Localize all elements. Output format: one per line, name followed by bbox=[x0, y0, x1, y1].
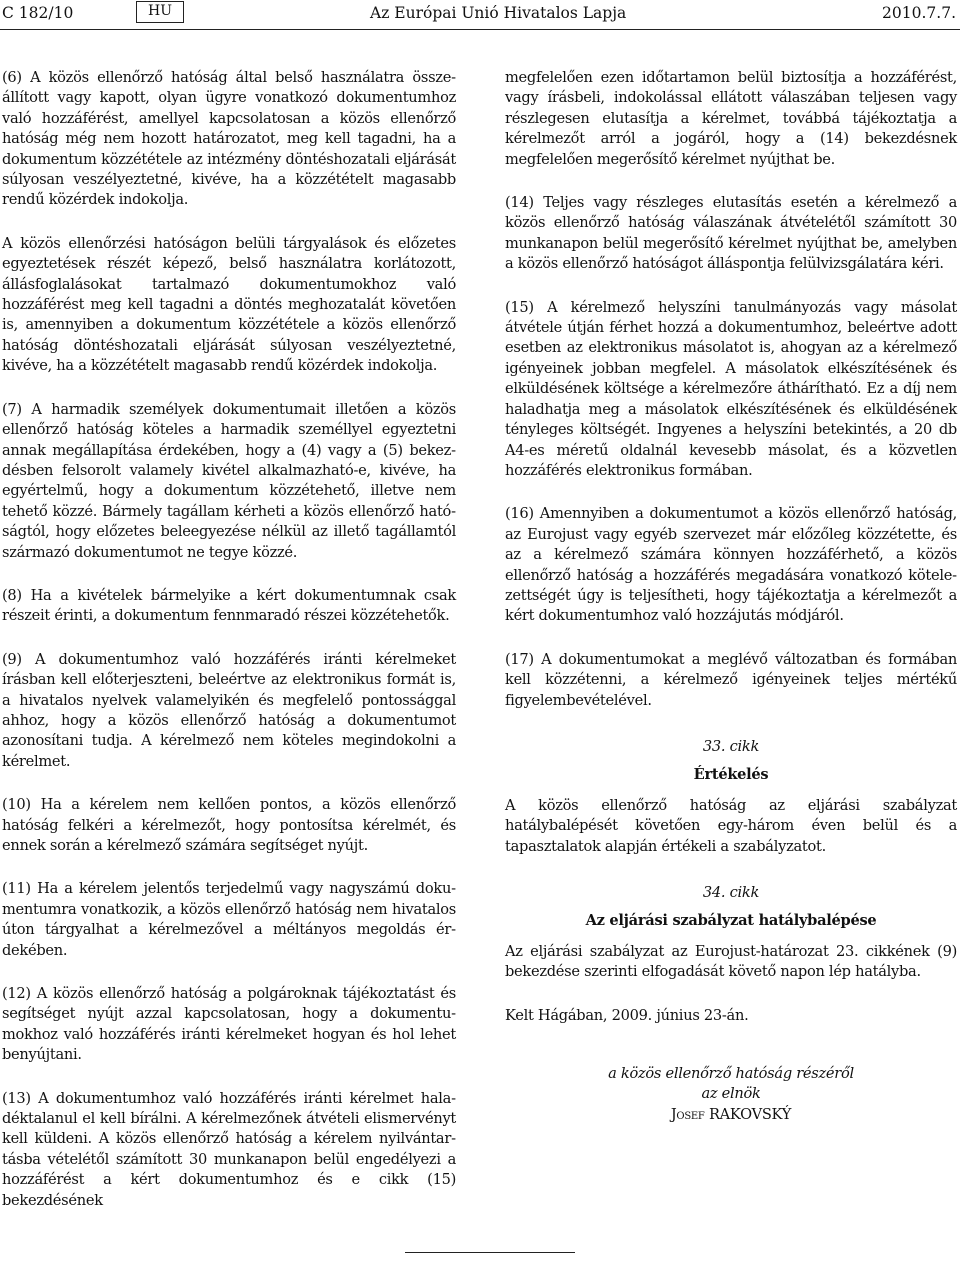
paragraph-14: (14) Teljes vagy részleges elutasítás esetén a kérelmező a közös ellenőrző hatóság válaszának átvételétől számított 30 munkanapon belül megerősítő kérelmet nyújthat be, amelyben a közös ellenőrző hatóságot álláspontja felülvizsgálatára kéri. bbox=[505, 194, 957, 273]
paragraph-17: (17) A dokumentumokat a meglévő változatban és formában kell közzétenni, a kérelmező igényeinek teljes mértékű figyelembevételével. bbox=[505, 650, 957, 709]
left-column bbox=[2, 68, 456, 1211]
page-header bbox=[0, 0, 960, 30]
journal-title: Az Európai Unió Hivatalos Lapja bbox=[370, 4, 627, 22]
signatory-name: Josef RAKOVSKÝ bbox=[670, 1105, 792, 1123]
signature-block bbox=[505, 1064, 957, 1125]
paragraph-15: (15) A kérelmező helyszíni tanulmányozás vagy másolat átvétele útján férhet hozzá a dokumentumhoz, beleértve adott esetben az elektronikus másolatot is, ahogyan az a kérelmező igényeinek jobban megfelel. A másolatok elkészítésének és elküldésének költsége a kérelmezőre áthárítható. Ez a díj nem haladhatja meg a másolatok elkészítésének és elküldésének tényleges költségét. Ingyenes a helyszíni betekintés, a 20 db A4-es méretű oldalnál kevesebb másolat, és a közvetlen hozzáférés elektronikus formában. bbox=[505, 298, 957, 479]
paragraph-13-cont: megfelelően ezen időtartamon belül biztosítja a hozzáférést, vagy írásbeli, indokolással ellátott válaszában teljesen vagy részlegesen elutasítja a kérelmet, továbbá tájékoztatja a kérelmezőt arról a jogáról, hogy a (14) bekezdésnek megfelelően megerősítő kérelmet nyújthat be. bbox=[505, 69, 957, 168]
footer-rule bbox=[405, 1252, 575, 1253]
right-column bbox=[505, 68, 957, 1125]
paragraph-7: (7) A harmadik személyek dokumentumait illetően a közös ellenőrző hatóság köteles a harmadik személlyel egyeztetni annak megállapítása érdekében, hogy a (4) vagy a (5) bekezdésben felsorolt valamely kivétel alkalmazható-e, kivéve, ha egyértelmű, hogy a dokumentum közzétehető, illetve nem tehető közzé. Bármely tagállam kérheti a közös ellenőrző hatóságtól, hogy előzetes beleegyezése nélkül az illető tagállamtól származó dokumentumot ne tegye közzé. bbox=[2, 400, 456, 561]
signatory-role: az elnök bbox=[701, 1085, 761, 1103]
article-33-text: A közös ellenőrző hatóság az eljárási szabályzat hatálybalépését követően egy-három éven belül és a tapasztalatok alapján értékeli a szabályzatot. bbox=[505, 796, 957, 855]
paragraph-10: (10) Ha a kérelem nem kellően pontos, a közös ellenőrző hatóság felkéri a kérelmezőt, hogy pontosítsa kérelmét, és ennek során a kérelmező számára segítséget nyújt. bbox=[2, 796, 456, 854]
paragraph-16: (16) Amennyiben a dokumentumot a közös ellenőrző hatóság, az Eurojust vagy egyéb szervezet már előzőleg közzétette, és az a kérelmező számára könnyen hozzáférhető, a közös ellenőrző hatóság a hozzáférés megadására vonatkozó kötelezettségét úgy is teljesítheti, hogy tájékoztatja a kérelmezőt a kért dokumentumhoz való hozzájutás módjáról. bbox=[505, 505, 957, 625]
paragraph-13: (13) A dokumentumhoz való hozzáférés iránti kérelmet haladéktalanul el kell bírálni. A kérelmezőnek átvételi elismervényt kell küldeni. A közös ellenőrző hatóság a kérelem nyilvántartásba vételétől számított 30 munkanapon belül engedélyezi a hozzáférést a kért dokumentumhoz és e cikk (15) bekezdésének bbox=[2, 1089, 456, 1209]
paragraph-11: (11) Ha a kérelem jelentős terjedelmű vagy nagyszámú dokumentumra vonatkozik, a közös ellenőrző hatóság nem hivatalos úton tárgyalhat a kérelmezővel a méltányos megoldás érdekében. bbox=[2, 880, 456, 959]
paragraph-9: (9) A dokumentumhoz való hozzáférés iránti kérelmeket írásban kell előterjeszteni, beleértve az elektronikus formát is, a hivatalos nyelvek valamelyikén és megfelelő pontossággal ahhoz, hogy a közös ellenőrző hatóság a dokumentumot azonosítani tudja. A kérelmező nem köteles megindokolni a kérelmet. bbox=[2, 650, 456, 770]
place-and-date: Kelt Hágában, 2009. június 23-án. bbox=[505, 1006, 749, 1024]
article-33-number: 33. cikk bbox=[702, 737, 760, 755]
article-34-number: 34. cikk bbox=[702, 884, 760, 901]
signatory-body: a közös ellenőrző hatóság részéről bbox=[608, 1065, 854, 1083]
paragraph-6-cont: A közös ellenőrzési hatóságon belüli tárgyalások és előzetes egyeztetések részét képező, belső használatra korlátozott, állásfoglalásokat tartalmazó dokumentumokhoz való hozzáférést meg kell tagadni a döntés meghozatalát követően is, amennyiben a dokumentum közzététele a közös ellenőrző hatóság döntéshozatali eljárását súlyosan veszélyeztetné, kivéve, ha a közzétételt magasabb rendű közérdek indokolja. bbox=[2, 234, 456, 375]
issue-date: 2010.7.7. bbox=[882, 4, 956, 22]
paragraph-8: (8) Ha a kivételek bármelyike a kért dokumentumnak csak részeit érinti, a dokumentum fennmaradó részei közzétehetők. bbox=[2, 586, 456, 625]
article-34-title: Az eljárási szabályzat hatálybalépése bbox=[585, 912, 877, 930]
paragraph-6: (6) A közös ellenőrző hatóság által belső használatra összeállított vagy kapott, olyan ügyre vonatkozó dokumentumhoz való hozzáférést, amellyel kapcsolatosan a közös ellenőrző hatóság még nem hozott határozatot, meg kell tagadni, ha a dokumentum közzététele az intézmény döntéshozatali eljárását súlyosan veszélyeztetné, kivéve, ha a közzétételt magasabb rendű közérdek indokolja. bbox=[2, 69, 456, 209]
language-badge: HU bbox=[136, 1, 184, 23]
article-33-title: Értékelés bbox=[693, 766, 769, 784]
paragraph-12: (12) A közös ellenőrző hatóság a polgároknak tájékoztatást és segítséget nyújt azzal kapcsolatosan, hogy a dokumentumokhoz való hozzáférés iránti kérelmeket hogyan és hol lehet benyújtani. bbox=[2, 985, 456, 1064]
article-34-text: Az eljárási szabályzat az Eurojust-határozat 23. cikkének (9) bekezdése szerinti elfogadását követő napon lép hatályba. bbox=[505, 942, 957, 981]
page-number: C 182/10 bbox=[2, 4, 74, 22]
